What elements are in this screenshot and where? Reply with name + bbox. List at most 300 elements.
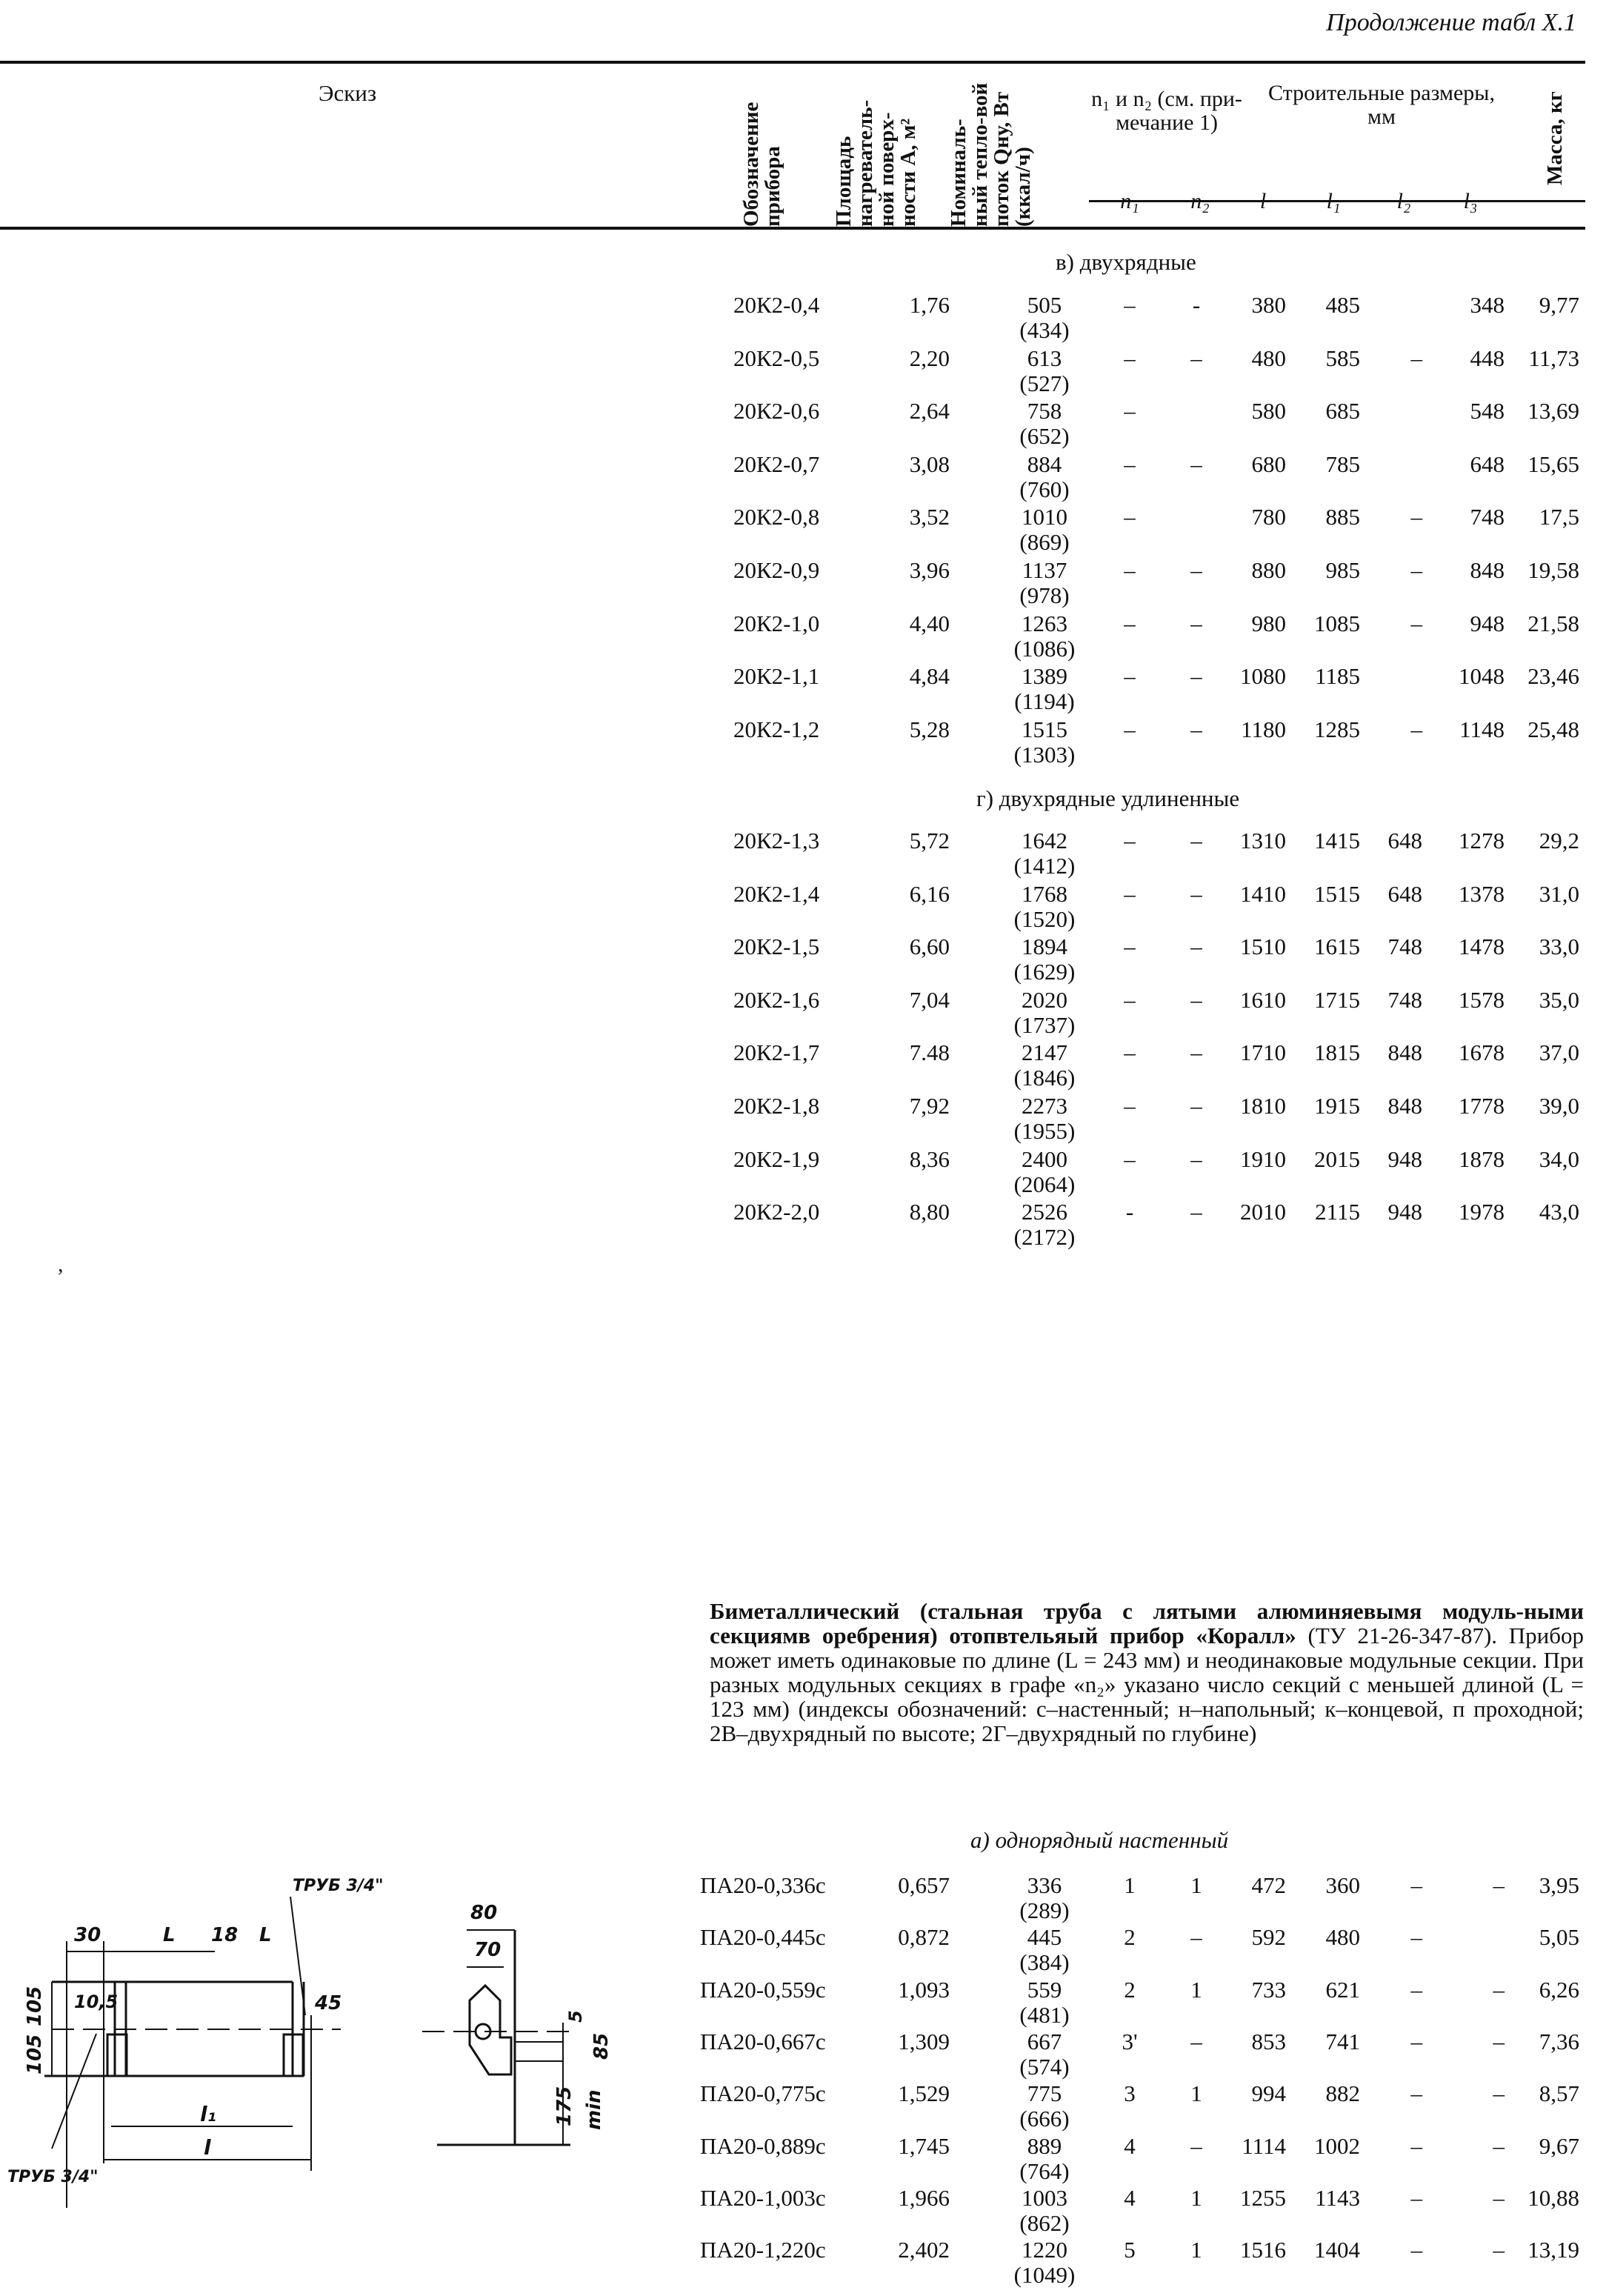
cell-heat-flow: 667 [1027,2028,1062,2054]
cell-n2: 1 [1190,2184,1202,2211]
cell-mass: 9,67 [1539,2132,1579,2159]
cell-heat-flow-kcal: (760) [1019,476,1070,502]
header-n-group: n₁ и n₂ (см. при-мечание 1) [1091,87,1242,135]
cell-l3: 848 [1470,557,1505,583]
cell-l2: – [1410,2028,1422,2054]
cell-area: 5,72 [909,828,950,853]
cell-n1: – [1124,450,1136,477]
cell-area: 6,16 [909,880,950,907]
cell-designation: ПА20-0,667с [700,2028,826,2054]
cell-l1: 885 [1325,504,1360,530]
cell-area: 2,402 [898,2237,950,2263]
cell-heat-flow-kcal: (434) [1019,317,1070,343]
cell-mass: 31,0 [1539,880,1579,907]
radiator-sketch [0,1867,652,2208]
cell-l1: 1415 [1314,828,1360,853]
cell-l1: 2015 [1314,1145,1360,1172]
cell-l: 853 [1251,2028,1286,2054]
cell-l: 580 [1251,398,1286,425]
description-text: (ТУ 21-26-347-87). Прибор может иметь одинаковые по длине (L = 243 мм) и неодинаковые модульные секции. При разных модульных секциях в графе «n₂» указано число секций с меньшей длиной (L = 123 мм) (индексы обозначений: с–настенный; н–напольный; к–концевой, п проходной; 2В–двухрядный по высоте; 2Г–двухрядный по глубине) [710,1623,1585,1746]
cell-l1: 1143 [1315,2184,1360,2211]
cell-l1: 2115 [1315,1199,1360,1225]
header-l2: l₂ [1396,189,1411,213]
table-continuation-caption: Продолжение табл X.1 [1326,9,1576,36]
cell-l: 680 [1251,450,1286,477]
cell-l3: 1478 [1459,934,1505,960]
table-row [0,505,1606,558]
cell-heat-flow: 2526 [1022,1199,1067,1225]
cell-heat-flow: 775 [1027,2080,1062,2107]
cell-mass: 3,95 [1539,1872,1579,1898]
cell-n2: 1 [1190,1976,1202,2003]
cell-l3: – [1493,1872,1505,1898]
cell-n2: 1 [1190,2080,1202,2107]
cell-l: 994 [1251,2080,1286,2107]
cell-l2: – [1410,345,1422,371]
table-row [0,828,1606,882]
cell-designation: 20К2-0,6 [733,398,820,425]
dim-l1: l₁ [200,2102,216,2126]
cell-heat-flow-kcal: (1629) [1013,959,1076,985]
cell-l1: 1085 [1314,610,1360,636]
cell-l2: – [1410,2080,1422,2107]
cell-l3: 1778 [1459,1093,1505,1119]
cell-l2: – [1410,504,1422,530]
cell-mass: 29,2 [1539,828,1579,853]
cell-heat-flow: 613 [1027,345,1062,371]
cell-designation: ПА20-0,445с [700,1924,826,1951]
cell-heat-flow-kcal: (1520) [1013,905,1076,932]
cell-area: 7,92 [909,1093,950,1119]
cell-n2: – [1190,828,1202,853]
cell-l2: – [1410,2184,1422,2211]
cell-l3: – [1493,2028,1505,2054]
cell-l3: 348 [1470,292,1505,318]
table-row [0,934,1606,988]
cell-area: 1,093 [898,1976,950,2003]
cell-l: 1114 [1242,2132,1286,2159]
table-row [0,611,1606,665]
cell-heat-flow-kcal: (652) [1019,423,1070,450]
cell-l1: 882 [1325,2080,1360,2107]
table-row [0,452,1606,505]
dim-105-top: 105 [24,1986,46,2026]
cell-l2: 648 [1387,880,1422,907]
cell-area: 2,20 [909,345,950,371]
cell-designation: ПА20-1,003с [700,2184,826,2211]
cell-n2: – [1190,2028,1202,2054]
header-sketch: Эскиз [319,80,377,106]
header-bottom-rule [0,227,1585,230]
cell-n1: – [1124,1093,1136,1119]
cell-heat-flow: 758 [1027,398,1062,425]
header-l3: l₃ [1463,189,1478,213]
cell-designation: 20К2-1,0 [733,610,820,636]
cell-designation: 20К2-2,0 [733,1199,820,1225]
cell-l: 1410 [1240,880,1286,907]
cell-n2: – [1190,1093,1202,1119]
cell-l3: 1378 [1459,880,1505,907]
cell-designation: 20К2-1,7 [733,1039,820,1066]
cell-n1: 3 [1124,2080,1136,2107]
cell-l1: 485 [1325,292,1360,318]
table-row [0,988,1606,1041]
cell-n1: – [1124,663,1136,690]
cell-l2: – [1410,610,1422,636]
dim-L-right: L [259,1924,272,1946]
table-row [0,882,1606,935]
cell-area: 1,76 [909,292,950,318]
header-l1: l₁ [1326,189,1341,213]
cell-l3: 1048 [1459,663,1505,690]
cell-heat-flow: 889 [1027,2132,1062,2159]
cell-area: 1,966 [898,2184,950,2211]
cell-heat-flow-kcal: (869) [1019,529,1070,556]
cell-heat-flow: 1220 [1022,2237,1067,2263]
pipe-label-bottom: ТРУБ 3/4" [7,2168,99,2186]
cell-l1: 621 [1325,1976,1360,2003]
cell-l1: 1715 [1314,986,1360,1013]
cell-area: 3,08 [909,450,950,477]
cell-n2: - [1192,292,1201,318]
dim-105-bottom: 105 [24,2034,46,2074]
cell-n1: – [1124,880,1136,907]
cell-heat-flow-kcal: (2172) [1013,1224,1076,1251]
cell-n1: 4 [1124,2132,1136,2159]
cell-n2: – [1190,1145,1202,1172]
table-row [0,1094,1606,1147]
cell-n1: 2 [1124,1976,1136,2003]
cell-heat-flow: 884 [1027,450,1062,477]
cell-designation: 20К2-1,5 [733,934,820,960]
cell-l2: 948 [1387,1145,1422,1172]
section-title: в) двухрядные [1056,249,1196,275]
header-mass: Масса, кг [1543,91,1567,185]
cell-l1: 1915 [1314,1093,1360,1119]
cell-l1: 1515 [1314,880,1360,907]
cell-designation: 20К2-1,9 [733,1145,820,1172]
dim-18: 18 [211,1924,239,1946]
cell-l: 1910 [1240,1145,1286,1172]
cell-area: 5,28 [909,716,950,742]
cell-area: 3,52 [909,504,950,530]
cell-heat-flow-kcal: (666) [1019,2106,1070,2132]
cell-area: 8,36 [909,1145,950,1172]
cell-n2: 1 [1190,1872,1202,1898]
header-n1: n₁ [1120,189,1139,213]
cell-n1: – [1124,934,1136,960]
cell-l: 480 [1251,345,1286,371]
cell-l2: 948 [1387,1199,1422,1225]
cell-n1: – [1124,345,1136,371]
cell-heat-flow: 1894 [1022,934,1067,960]
cell-l3: – [1493,2184,1505,2211]
cell-designation: ПА20-0,775с [700,2080,826,2107]
cell-heat-flow: 336 [1027,1872,1062,1898]
cell-l2: – [1410,2132,1422,2159]
cell-mass: 6,26 [1539,1976,1579,2003]
cell-n2: 1 [1190,2237,1202,2263]
cell-heat-flow-kcal: (1737) [1013,1011,1076,1038]
cell-n1: – [1124,398,1136,425]
cell-l3: 548 [1470,398,1505,425]
table-top-rule [0,61,1585,64]
cell-l2: 648 [1387,828,1422,853]
cell-l3: – [1493,1976,1505,2003]
cell-mass: 33,0 [1539,934,1579,960]
cell-mass: 25,48 [1527,716,1579,742]
cell-l2: – [1410,716,1422,742]
cell-area: 1,745 [898,2132,950,2159]
cell-l1: 480 [1325,1924,1360,1951]
description-bold: Биметаллический (стальная труба с лятыми алюминяевымя модуль-ными секциямв оребрения) отопвтельяый прибор «Коралл» [710,1598,1584,1648]
cell-heat-flow-kcal: (1303) [1013,741,1076,768]
cell-n2: – [1190,934,1202,960]
cell-l1: 1615 [1314,934,1360,960]
cell-mass: 39,0 [1539,1093,1579,1119]
cell-mass: 11,73 [1528,345,1579,371]
cell-l: 733 [1251,1976,1286,2003]
cell-l2: 848 [1387,1093,1422,1119]
cell-heat-flow-kcal: (481) [1019,2001,1070,2028]
cell-mass: 13,19 [1527,2237,1579,2263]
cell-mass: 13,69 [1527,398,1579,425]
cell-designation: ПА20-0,336с [700,1872,826,1898]
cell-heat-flow: 1768 [1022,880,1067,907]
cell-n2: – [1190,986,1202,1013]
cell-n2: – [1190,663,1202,690]
cell-l: 780 [1251,504,1286,530]
cell-l3: – [1493,2237,1505,2263]
stray-mark: , [58,1252,64,1277]
cell-heat-flow-kcal: (1049) [1013,2262,1076,2289]
cell-designation: 20К2-0,7 [733,450,820,477]
cell-l: 1516 [1240,2237,1286,2263]
cell-n1: – [1124,716,1136,742]
cell-mass: 34,0 [1539,1145,1579,1172]
cell-l3: 1978 [1459,1199,1505,1225]
cell-l3: 1678 [1459,1039,1505,1066]
cell-l3: 1878 [1459,1145,1505,1172]
dim-175: 175 [553,2086,576,2126]
cell-n1: – [1124,986,1136,1013]
cell-l: 880 [1251,557,1286,583]
cell-heat-flow: 1642 [1022,828,1067,853]
cell-designation: ПА20-0,559с [700,1976,826,2003]
cell-l1: 1285 [1314,716,1360,742]
cell-area: 0,657 [898,1872,950,1898]
cell-heat-flow: 505 [1027,292,1062,318]
cell-l1: 585 [1325,345,1360,371]
cell-n2: – [1190,716,1202,742]
cell-n2: – [1190,557,1202,583]
cell-l1: 741 [1325,2028,1360,2054]
cell-l2: 848 [1387,1039,1422,1066]
cell-n1: 4 [1124,2184,1136,2211]
header-designation: Обозначение прибора [739,102,784,227]
cell-heat-flow-kcal: (1955) [1013,1118,1076,1144]
cell-l: 1080 [1240,663,1286,690]
cell-l: 1510 [1240,934,1286,960]
table-row [0,2237,1606,2289]
cell-l3: 448 [1470,345,1505,371]
cell-mass: 9,77 [1539,292,1579,318]
cell-mass: 15,65 [1527,450,1579,477]
cell-designation: ПА20-0,889с [700,2132,826,2159]
cell-heat-flow: 559 [1027,1976,1062,2003]
cell-l: 1810 [1240,1093,1286,1119]
table-row [0,717,1606,771]
cell-l2: – [1410,1872,1422,1898]
cell-mass: 19,58 [1527,557,1579,583]
cell-n1: – [1124,504,1136,530]
table-row [0,1147,1606,1200]
cell-designation: 20К2-0,5 [733,345,820,371]
table-row [0,293,1606,346]
header-flow: Номиналь-ный тепло-вой поток Qну, Вт (ккал/ч) [947,82,1035,227]
cell-l3: 748 [1470,504,1505,530]
cell-heat-flow-kcal: (862) [1019,2209,1070,2236]
cell-n2: – [1190,610,1202,636]
cell-l2: – [1410,2237,1422,2263]
cell-mass: 17,5 [1539,504,1579,530]
cell-mass: 5,05 [1539,1924,1579,1951]
description-paragraph [710,1599,1584,1746]
cell-l1: 685 [1325,398,1360,425]
section-title: г) двухрядные удлиненные [976,785,1240,811]
cell-n2: – [1190,1199,1202,1225]
cell-designation: 20К2-1,6 [733,986,820,1013]
cell-n2: – [1190,345,1202,371]
cell-area: 4,84 [909,663,950,690]
cell-heat-flow: 1263 [1022,610,1067,636]
cell-designation: 20К2-1,8 [733,1093,820,1119]
cell-mass: 8,57 [1539,2080,1579,2107]
cell-heat-flow: 2020 [1022,986,1067,1013]
cell-heat-flow: 1515 [1022,716,1067,742]
cell-designation: 20К2-1,1 [733,663,820,690]
cell-designation: 20К2-0,9 [733,557,820,583]
dim-l: l [204,2135,211,2160]
dim-min: min [583,2089,605,2130]
cell-l1: 360 [1325,1872,1360,1898]
cell-n1: 5 [1124,2237,1136,2263]
cell-n1: 1 [1124,1872,1136,1898]
dim-45: 45 [315,1992,342,2014]
cell-l1: 985 [1325,557,1360,583]
cell-l3: 1148 [1459,716,1505,742]
header-n2: n₂ [1190,189,1210,213]
cell-n1: – [1124,610,1136,636]
cell-l: 592 [1251,1924,1286,1951]
table-row [0,399,1606,452]
cell-l: 380 [1251,292,1286,318]
cell-heat-flow-kcal: (978) [1019,582,1070,608]
cell-heat-flow-kcal: (764) [1019,2157,1070,2184]
cell-heat-flow: 1137 [1022,557,1067,583]
table-row [0,1040,1606,1094]
cell-l2: 748 [1387,986,1422,1013]
cell-area: 2,64 [909,398,950,425]
cell-l2: 748 [1387,934,1422,960]
cell-mass: 37,0 [1539,1039,1579,1066]
cell-n1: – [1124,292,1136,318]
cell-l: 1255 [1240,2184,1286,2211]
cell-heat-flow: 1003 [1022,2184,1067,2211]
cell-mass: 10,88 [1527,2184,1579,2211]
dim-5: 5 [565,2010,586,2023]
cell-heat-flow-kcal: (527) [1019,370,1070,396]
cell-heat-flow: 1010 [1022,504,1067,530]
header-dims-group: Строительные размеры, мм [1268,81,1495,129]
cell-n2: – [1190,450,1202,477]
cell-heat-flow-kcal: (1846) [1013,1065,1076,1091]
cell-mass: 23,46 [1527,663,1579,690]
cell-mass: 21,58 [1527,610,1579,636]
cell-l1: 1185 [1315,663,1360,690]
cell-area: 7,04 [909,986,950,1013]
cell-area: 7.48 [909,1039,950,1066]
table-row [0,346,1606,399]
cell-n1: – [1124,1039,1136,1066]
dim-10-5: 10,5 [74,1991,119,2012]
cell-heat-flow: 445 [1027,1924,1062,1951]
cell-area: 0,872 [898,1924,950,1951]
cell-l3: 948 [1470,610,1505,636]
cell-n1: 3' [1122,2028,1138,2054]
cell-area: 1,309 [898,2028,950,2054]
cell-n2: – [1190,1924,1202,1951]
cell-heat-flow-kcal: (1086) [1013,635,1076,662]
cell-heat-flow: 2273 [1022,1093,1067,1119]
cell-area: 1,529 [898,2080,950,2107]
dim-30: 30 [74,1924,101,1946]
cell-l3: – [1493,2132,1505,2159]
header-area: Площадь нагреватель-ной поверх-ности A, м² [832,99,920,227]
cell-heat-flow-kcal: (289) [1019,1897,1070,1923]
cell-designation: 20К2-0,4 [733,292,820,318]
cell-heat-flow: 1389 [1022,663,1067,690]
cell-heat-flow-kcal: (574) [1019,2053,1070,2080]
cell-heat-flow-kcal: (1412) [1013,853,1076,879]
cell-l: 472 [1251,1872,1286,1898]
table-row [0,1199,1606,1253]
cell-n1: - [1125,1199,1134,1225]
cell-n1: – [1124,1145,1136,1172]
dim-L-left: L [163,1924,176,1946]
cell-l3: 648 [1470,450,1505,477]
cell-n2: – [1190,2132,1202,2159]
dim-80: 80 [470,1902,498,1924]
cell-l1: 1815 [1314,1039,1360,1066]
cell-l3: 1578 [1459,986,1505,1013]
cell-l: 1310 [1240,828,1286,853]
cell-area: 4,40 [909,610,950,636]
cell-designation: 20К2-1,4 [733,880,820,907]
cell-l2: – [1410,1924,1422,1951]
cell-heat-flow: 2147 [1022,1039,1067,1066]
table-row [0,558,1606,611]
cell-l: 1180 [1241,716,1286,742]
cell-n1: – [1124,557,1136,583]
dim-85: 85 [590,2032,613,2060]
cell-l1: 785 [1325,450,1360,477]
cell-n2: – [1190,880,1202,907]
cell-l2: – [1410,557,1422,583]
section-title: а) однорядный настенный [970,1827,1229,1853]
cell-l2: – [1410,1976,1422,2003]
cell-l3: 1278 [1459,828,1505,853]
